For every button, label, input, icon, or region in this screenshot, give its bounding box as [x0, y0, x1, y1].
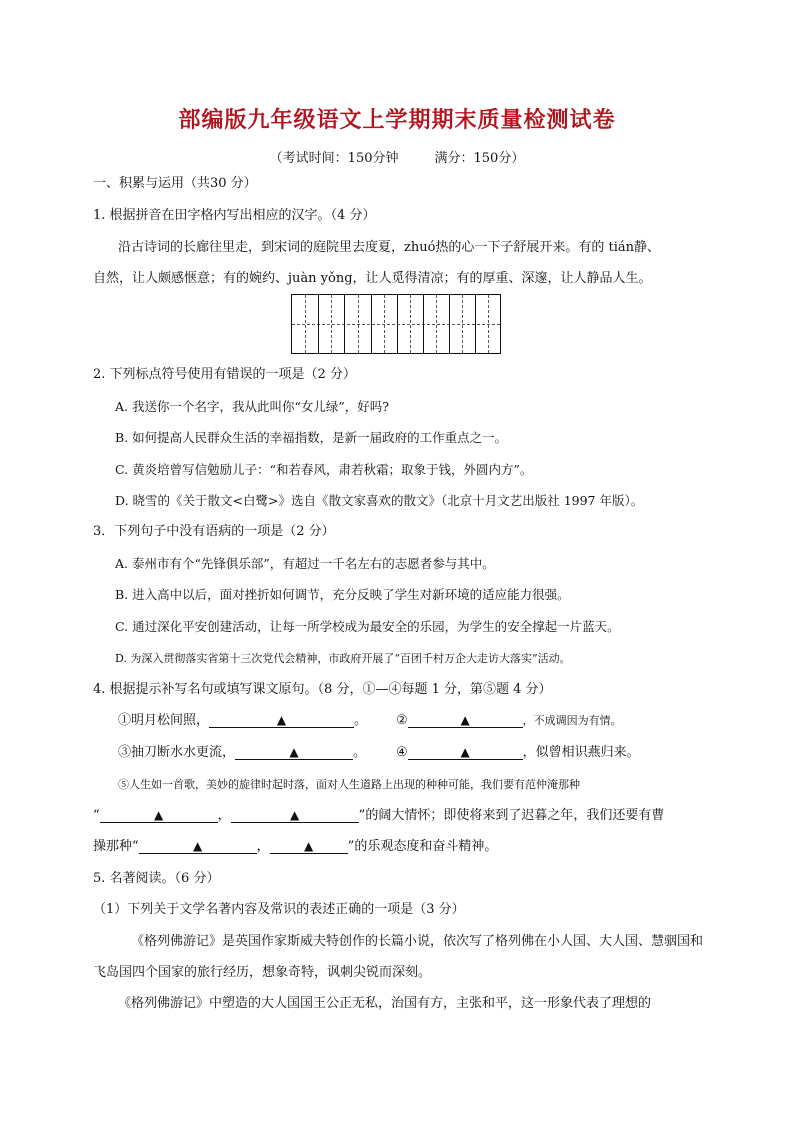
- answer-blank[interactable]: [408, 745, 523, 760]
- triangle-marker-icon: ▲: [193, 839, 203, 853]
- triangle-marker-icon: ▲: [154, 808, 164, 822]
- full-score: 满分：150分）: [434, 151, 525, 166]
- tianzige-grid[interactable]: [291, 294, 501, 354]
- q1-passage-line1: 沿古诗词的长廊往里走，到宋词的庭院里去度夏，zhuó热的心一下子舒展开来。有的 tián静、: [118, 240, 661, 255]
- q2-option-a: A. 我送你一个名字，我从此叫你“女儿绿”，好吗?: [115, 399, 389, 414]
- answer-blank[interactable]: [270, 839, 348, 854]
- q4-stem: 4. 根据提示补写名句或填写课文原句。（8 分，①—④每题 1 分，第⑤题 4 分）: [93, 682, 552, 697]
- grid-mid-line: [292, 324, 500, 325]
- section-heading: 一、积累与运用（共30 分）: [93, 176, 257, 191]
- q3-option-a: A. 泰州市有个“先锋俱乐部”，有超过一千名左右的志愿者参与其中。: [115, 556, 495, 571]
- triangle-marker-icon: ▲: [304, 839, 314, 853]
- q1-stem: 1. 根据拼音在田字格内写出相应的汉字。（4 分）: [93, 208, 376, 223]
- q4-item4: ④ ▲ ，似曾相识燕归来。: [396, 745, 640, 760]
- q5-paragraph-2: 《格列佛游记》中塑造的大人国国王公正无私，治国有方，主张和平，这一形象代表了理想的: [118, 996, 652, 1011]
- triangle-marker-icon: ▲: [289, 745, 299, 759]
- answer-blank[interactable]: [100, 808, 218, 823]
- q2-option-c: C. 黄炎培曾写信勉励儿子：“和若春风，肃若秋霜；取象于钱，外圆内方”。: [115, 462, 533, 477]
- q2-option-b: B. 如何提高人民群众生活的幸福指数，是新一届政府的工作重点之一。: [115, 430, 508, 445]
- q5-sub1-stem: （1）下列关于文学名著内容及常识的表述正确的一项是（3 分）: [93, 902, 465, 917]
- answer-blank[interactable]: [235, 745, 353, 760]
- q4-item5-line2: “ ▲ ， ▲ ”的阔大情怀；即使将来到了迟暮之年，我们还要有曹: [93, 808, 665, 823]
- answer-blank[interactable]: [408, 713, 523, 728]
- q4-item1: ①明月松间照， ▲ 。: [118, 713, 368, 728]
- triangle-marker-icon: ▲: [276, 713, 287, 727]
- page-title: 部编版九年级语文上学期期末质量检测试卷: [178, 108, 616, 133]
- q5-paragraph-1: 《格列佛游记》是英国作家斯威夫特创作的长篇小说，依次写了格列佛在小人国、大人国、慧骃国和飞岛国四个国家的旅行经历，想象奇特，讽刺尖锐而深刻。: [93, 934, 704, 980]
- exam-info: [0, 147, 794, 166]
- q4-item5-line3: 操那种“ ▲ ， ▲ ”的乐观态度和奋斗精神。: [93, 839, 498, 854]
- q3-option-c: C. 通过深化平安创建活动，让每一所学校成为最安全的乐园，为学生的安全撑起一片蓝天。: [115, 619, 620, 634]
- q4-item2: ② ▲ ，不成调因为有情。: [396, 713, 622, 728]
- answer-blank[interactable]: [209, 713, 354, 728]
- q1-passage-line2: 自然，让人颇感惬意；有的婉约、juàn yǒng，让人觅得清凉；有的厚重、深邃，让人静品人生。: [93, 271, 652, 286]
- q2-stem: 2. 下列标点符号使用有错误的一项是（2 分）: [93, 367, 356, 382]
- triangle-marker-icon: ▲: [460, 745, 470, 759]
- triangle-marker-icon: ▲: [290, 808, 300, 822]
- q3-option-d: D. 为深入贯彻落实省第十三次党代会精神，市政府开展了“百团千村万企大走访大落实”活动。: [115, 652, 571, 665]
- answer-blank[interactable]: [139, 839, 257, 854]
- triangle-marker-icon: ▲: [460, 713, 470, 727]
- q2-option-d: D. 晓雪的《关于散文<白鹭>》选自《散文家喜欢的散文》（北京十月文艺出版社 1997 年版）。: [115, 493, 644, 508]
- q3-stem: 3．下列句子中没有语病的一项是（2 分）: [93, 524, 335, 539]
- q4-item5-line1: ⑤人生如一首歌，美妙的旋律时起时落，面对人生道路上出现的种种可能，我们要有范仲淹那种: [118, 778, 580, 791]
- q4-item3: ③抽刀断水水更流， ▲ 。: [118, 745, 367, 760]
- q3-option-b: B. 进入高中以后，面对挫折如何调节，充分反映了学生对新环境的适应能力很强。: [115, 587, 570, 602]
- exam-time: （考试时间：150分钟: [269, 151, 399, 166]
- answer-blank[interactable]: [231, 808, 359, 823]
- q5-stem: 5. 名著阅读。（6 分）: [93, 871, 220, 886]
